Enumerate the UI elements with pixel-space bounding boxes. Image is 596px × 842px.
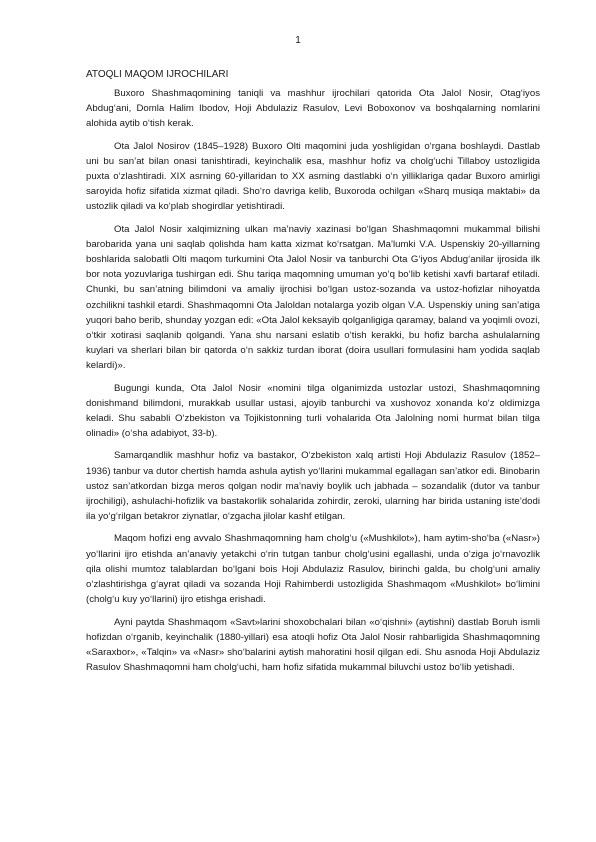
paragraph-ota-jalol-biography: Ota Jalol Nosirov (1845–1928) Buxoro Olti maqomini juda yoshligidan o‘rgana boshlaydi. Dastlab uni bu san’at bilan onasi tanishtiradi, keyinchalik esa, mashhur hofiz va cholg‘uchi Tillaboy ustozligida puxta o‘zlashtiradi. XIX asrning 60-yillaridan to XX asrning dastlabki o‘n yilliklariga qadar Buxoro amirligi saroyida hofiz sifatida xizmat qiladi. Sho‘ro davriga kelib, Buxoroda ochilgan «Sharq musiqa maktabi» da ustozlik qiladi va ko‘plab shogirdlar yetishtiradi. <box>86 140 540 213</box>
page-number: 1 <box>295 35 301 46</box>
paragraph-intro: Buxoro Shashmaqomining taniqli va mashhur ijrochilari qatorida Ota Jalol Nosir, Otag‘iyos Abdug‘ani, Domla Halim Ibodov, Hoji Abdulaziz Rasulov, Levi Boboxonov va boshqalarning nomlarini alohida aytib o‘tish kerak. <box>86 88 540 130</box>
paragraph-uspenskiy-notation: Ota Jalol Nosir xalqimizning ulkan ma’naviy xazinasi bo‘lgan Shashmaqomni mukammal bilishi barobarida yana uni saqlab qolishda ham katta xizmat ko‘rsatgan. Ma’lumki V.A. Uspenskiy 20-yillarning boshlarida salobatli Olti maqom turkumini Ota Jalol Nosir va tanburchi Ota G‘iyos Abdug‘anilar ijrosida ilk bor nota yozuvlariga tushirgan edi. Shu tariqa maqomning umuman yo‘q bo‘lib ketishi xavfi bartaraf etiladi. Chunki, bu san’atning bilimdoni va amaliy ijrochisi bo‘lgan ustoz-sozanda va ustoz-hofizlar nihoyatda ozchilikni tashkil etardi. Shashmaqomni Ota Jaloldan notalarga yozib olgan V.A. Uspenskiy uning san’atiga yuqori baho berib, shunday yozgan edi: «Ota Jalol keksayib qolganligiga qaramay, baland va yoqimli ovozi, o‘tkir xotirasi saqlanib qolgandi. Yana shu narsani eslatib o‘tish kerakki, bu hofiz barcha ashulalarning kuylari va sherlari bilan bir qatorda o‘n sakkiz turdan iborat (doira usullari formulasini ham yodida saqlab kelardi)». <box>86 223 540 372</box>
paragraph-tanbur-mastery: Maqom hofizi eng avvalo Shashmaqomning ham cholg‘u («Mushkilot»), ham aytim-sho‘ba («Nasr») yo‘llarini ijro etishda an’anaviy yetakchi o‘rin tutgan tanbur cholg‘usini egallashi, unda o‘ziga jo‘rnavozlik qila olishi mumtoz talablardan bo‘lgani bois Hoji Abdulaziz Rasulov, birinchi galda, bu cholg‘uni amaliy o‘zlashtirishga g‘ayrat qiladi va sozanda Hoji Rahimberdi ustozligida Shashmaqom «Mushkilot» bo‘limini (cholg‘u kuy yo‘llarini) ijro etishga erishadi. <box>86 533 540 606</box>
paragraph-savt-training: Ayni paytda Shashmaqom «Savt»larini shoxobchalari bilan «o‘qishni» (aytishni) dastlab Boruh ismli hofizdan o‘rganib, keyinchalik (1880-yillari) esa atoqli hofiz Ota Jalol Nosir rahbarligida Shashmaqomning «Saraxbor», «Talqin» va «Nasr» sho‘balarini aytish mahoratini hosil qilgan edi. Shu asnoda Hoji Abdulaziz Rasulov Shashmaqomni ham cholg‘uchi, ham hofiz sifatida mukammal biluvchi ustoz bo‘lib yetishadi. <box>86 616 540 674</box>
paragraph-abdulaziz-rasulov: Samarqandlik mashhur hofiz va bastakor, O‘zbekiston xalq artisti Hoji Abdulaziz Rasulov (1852–1936) tanbur va dutor chertish hamda ashula aytish yo‘llarini mukammal egallagan san’atkor edi. Binobarin ustoz san’atkordan bizga meros qolgan nodir ma’naviy boylik uch jabhada – sozandalik (dutor va tanbur ijrochiligi), ashulachi-hofizlik va bastakorlik sohalarida zohirdir, zeroki, ularning har birida ustaning iste’dodi ila yo‘g‘rilgan betakror ziynatlar, o‘zgacha jilolar kashf etilgan. <box>86 450 540 523</box>
document-title: ATOQLI MAQOM IJROCHILARI <box>86 69 229 80</box>
paragraph-ota-jalol-legacy: Bugungi kunda, Ota Jalol Nosir «nomini tilga olganimizda ustozlar ustozi, Shashmaqomning donishmand bilimdoni, murakkab usullar ustasi, ajoyib tanburchi va xushovoz xonanda ko‘z oldimizga keladi. Shu sababli O‘zbekiston va Tojikistonning turli vohalarida Ota Jalolning nomi hurmat bilan tilga olinadi» (o‘sha adabiyot, 33-b). <box>86 382 540 440</box>
